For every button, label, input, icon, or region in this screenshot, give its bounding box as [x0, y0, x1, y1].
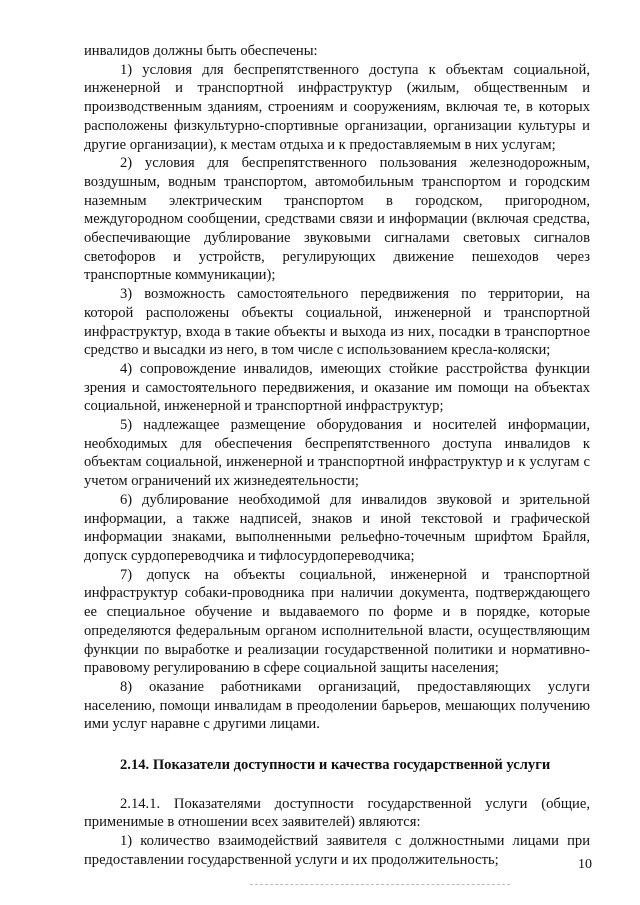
document-page: [84, 42, 590, 870]
paragraph-item-3: 3) возможность самостоятельного передвижения по территории, на которой расположены объекты социальной, инженерной и транспортной инфраструктур, входа в такие объекты и выхода из них, посадки в транспортное средство и высадки из него, в том числе с использованием кресла-коляски;: [84, 286, 590, 359]
scan-edge-line: [250, 884, 510, 885]
paragraph-item-5: 5) надлежащее размещение оборудования и носителей информации, необходимых для обеспечения беспрепятственного доступа инвалидов к объектам социальной, инженерной и транспортной инфраструктур и к услугам с учетом ограничений их жизнедеятельности;: [84, 417, 590, 490]
paragraph-intro: инвалидов должны быть обеспечены:: [84, 43, 318, 59]
paragraph-2-14-1: 2.14.1. Показателями доступности государственной услуги (общие, применимые в отношении всех заявителей) являются:: [84, 795, 590, 831]
page-number: 10: [578, 857, 592, 872]
paragraph-item-1: 1) условия для беспрепятственного доступа к объектам социальной, инженерной и транспортной инфраструктур (жилым, общественным и производственным зданиям, строениям и сооружениям, включая те, в которых расположены физкультурно-спортивные организации, организации культуры и другие организации), к местам отдыха и к предоставляемым в них услугам;: [84, 61, 590, 153]
section-heading: 2.14. Показатели доступности и качества государственной услуги: [120, 757, 551, 774]
paragraph-item-4: 4) сопровождение инвалидов, имеющих стойкие расстройства функции зрения и самостоятельного передвижения, и оказание им помощи на объектах социальной, инженерной и транспортной инфраструктур;: [84, 360, 590, 415]
paragraph-2-14-1-item-1: 1) количество взаимодействий заявителя с должностными лицами при предоставлении государственной услуги и их продолжительность;: [84, 833, 590, 868]
paragraph-item-7: 7) допуск на объекты социальной, инженерной и транспортной инфраструктур собаки-проводника при наличии документа, подтверждающего ее специальное обучение и выдаваемого по форме и в порядке, которые определяются федеральным органом исполнительной власти, осуществляющим функции по выработке и реализации государственной политики и нормативно-правовому регулированию в сфере социальной защиты населения;: [84, 566, 590, 677]
paragraph-item-2: 2) условия для беспрепятственного пользования железнодорожным, воздушным, водным транспортом, автомобильным транспортом и городским наземным электрическим транспортом в городском, пригородном, междугородном сообщении, средствами связи и информации (включая средства, обеспечивающие дублирование звуковыми сигналами световых сигналов светофоров и устройств, регулирующих движение пешеходов через транспортные коммуникации);: [84, 155, 590, 284]
paragraph-item-8: 8) оказание работниками организаций, предоставляющих услуги населению, помощи инвалидам в преодолении барьеров, мешающих получению ими услуг наравне с другими лицами.: [84, 678, 590, 733]
paragraph-item-6: 6) дублирование необходимой для инвалидов звуковой и зрительной информации, а также надписей, знаков и иной текстовой и графической информации знаками, выполненными рельефно-точечным шрифтом Брайля, допуск сурдопереводчика и тифлосурдопереводчика;: [84, 491, 590, 564]
